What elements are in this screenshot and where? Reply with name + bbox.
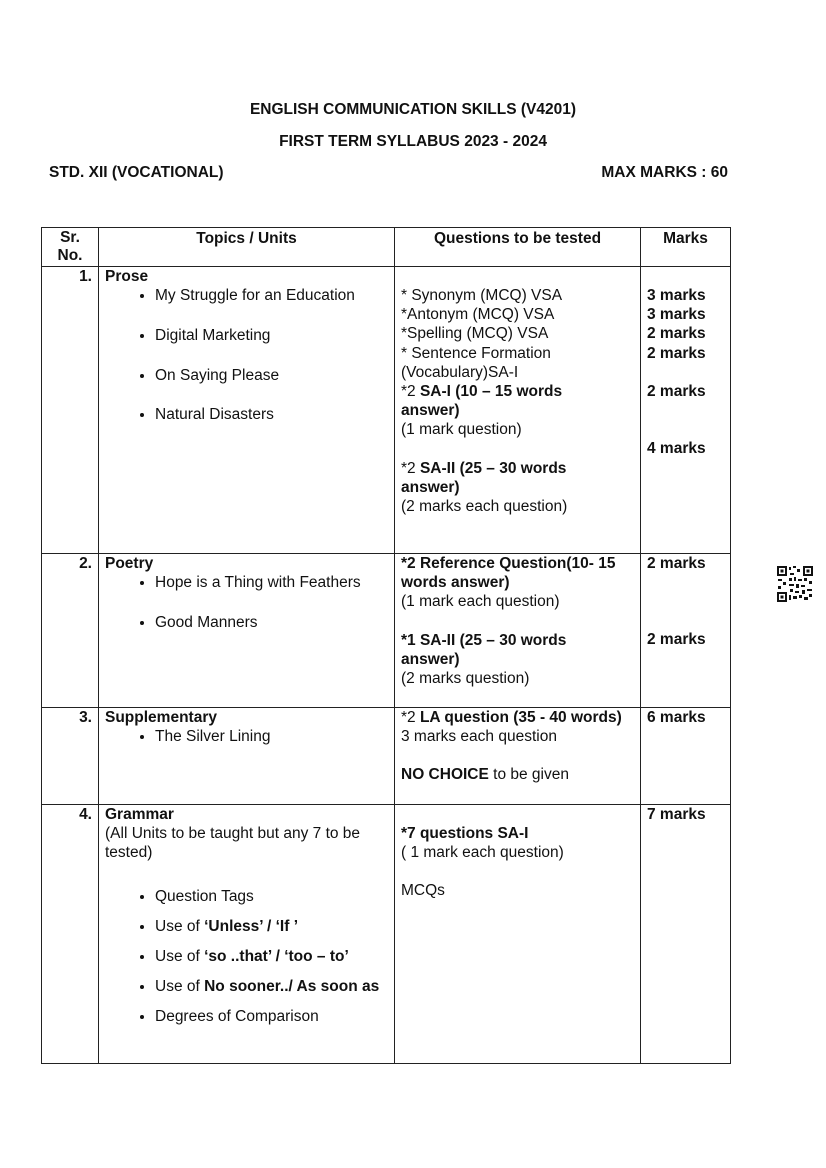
question-line: *Spelling (MCQ) VSA [401, 325, 549, 343]
question-line: *7 questions SA-I [401, 825, 529, 842]
marks-value: 2 marks [647, 344, 706, 362]
header-topics: Topics / Units [99, 228, 395, 267]
question-line [401, 382, 634, 401]
unit-title: Grammar [105, 806, 174, 823]
row-sr-no: 1. [42, 267, 99, 554]
table-header-row [42, 228, 731, 267]
table-row [42, 554, 731, 708]
row-topics [99, 805, 395, 1064]
question-line: *2 Reference Question(10- 15 [401, 555, 616, 572]
row-questions [395, 554, 641, 708]
topic-list [105, 727, 388, 747]
question-line: MCQs [401, 882, 445, 900]
topic-keyword: No sooner../ As soon as [204, 977, 380, 995]
question-type: LA question (35 - 40 words) [419, 709, 622, 726]
marks-value: 2 marks [647, 555, 706, 572]
topic-list [105, 882, 388, 1032]
row-topics [99, 554, 395, 708]
topic-keyword: ‘Unless’ / ‘If ’ [204, 917, 299, 935]
list-item: • Question Tags [155, 882, 388, 912]
header-questions: Questions to be tested [395, 228, 641, 267]
list-item: • Hope is a Thing with Feathers [155, 573, 388, 593]
topic-prefix: Use of [155, 977, 205, 995]
unit-title: Supplementary [105, 709, 217, 726]
question-line [401, 708, 634, 727]
question-line: words answer) [401, 574, 510, 592]
marks-value: 2 marks [647, 631, 706, 649]
list-item: • Degrees of Comparison [155, 1002, 388, 1032]
row-marks [641, 267, 731, 554]
question-line: answer) [401, 478, 460, 496]
question-line: *1 SA-II (25 – 30 words [401, 631, 567, 649]
unit-note: (All Units to be taught but any 7 to be tested) [105, 825, 361, 862]
question-line: answer) [401, 650, 460, 668]
list-item: • On Saying Please [155, 366, 388, 386]
question-type: SA-I (10 – 15 words [419, 383, 563, 401]
marks-value: 2 marks [647, 325, 706, 343]
topic-list [105, 286, 388, 425]
row-questions [395, 805, 641, 1064]
header-sr-line2: No. [57, 247, 83, 264]
row-marks [641, 805, 731, 1064]
header-sr-no [42, 228, 99, 267]
row-questions [395, 267, 641, 554]
no-choice-label: NO CHOICE [401, 766, 489, 784]
max-marks-label: MAX MARKS : 60 [601, 164, 728, 181]
question-prefix: *2 [401, 459, 420, 477]
header-marks: Marks [641, 228, 731, 267]
question-line: (1 mark question) [401, 421, 522, 439]
list-item [155, 912, 388, 942]
question-line: 3 marks each question [401, 728, 557, 746]
row-questions [395, 708, 641, 805]
document-subtitle: FIRST TERM SYLLABUS 2023 - 2024 [279, 133, 547, 150]
row-sr-no: 3. [42, 708, 99, 805]
row-marks [641, 708, 731, 805]
marks-value: 2 marks [647, 382, 706, 400]
question-line: (2 marks question) [401, 670, 530, 688]
marks-value: 4 marks [647, 440, 706, 458]
topic-keyword: ‘so ..that’ / ‘too – to’ [204, 947, 349, 965]
question-line: (2 marks each question) [401, 498, 568, 516]
list-item: • My Struggle for an Education [155, 286, 388, 306]
question-line: *Antonym (MCQ) VSA [401, 306, 555, 324]
question-prefix: *2 [401, 383, 420, 401]
table-row [42, 805, 731, 1064]
syllabus-table [41, 227, 731, 1064]
question-line: * Sentence Formation [401, 344, 551, 362]
question-line: * Synonym (MCQ) VSA [401, 287, 563, 304]
marks-value: 6 marks [647, 709, 706, 726]
row-sr-no: 2. [42, 554, 99, 708]
list-item [155, 942, 388, 972]
question-line: (Vocabulary)SA-I [401, 363, 519, 381]
question-line [401, 459, 634, 478]
topic-prefix: Use of [155, 947, 205, 965]
question-line [401, 765, 634, 784]
list-item: • Digital Marketing [155, 326, 388, 346]
document-title: ENGLISH COMMUNICATION SKILLS (V4201) [249, 101, 577, 118]
question-line: (1 mark each question) [401, 593, 560, 611]
unit-title: Prose [105, 268, 149, 285]
table-row [42, 708, 731, 805]
row-sr-no: 4. [42, 805, 99, 1064]
question-prefix: *2 [401, 709, 420, 726]
header-sr-line1: Sr. [60, 229, 80, 246]
table-row [42, 267, 731, 554]
topic-prefix: Use of [155, 917, 205, 935]
topic-list [105, 573, 388, 632]
qr-code-icon [776, 565, 814, 603]
row-topics [99, 708, 395, 805]
question-line: ( 1 mark each question) [401, 844, 564, 862]
marks-value: 3 marks [647, 306, 706, 324]
list-item: • Good Manners [155, 613, 388, 633]
row-topics [99, 267, 395, 554]
standard-label: STD. XII (VOCATIONAL) [49, 164, 224, 181]
row-marks [641, 554, 731, 708]
unit-title: Poetry [105, 555, 154, 572]
list-item: • Natural Disasters [155, 405, 388, 425]
question-type: SA-II (25 – 30 words [419, 459, 567, 477]
marks-value: 3 marks [647, 287, 706, 304]
marks-value: 7 marks [647, 806, 706, 823]
list-item: • The Silver Lining [155, 727, 388, 747]
question-line: answer) [401, 402, 460, 420]
list-item [155, 972, 388, 1002]
no-choice-text: to be given [488, 766, 569, 784]
